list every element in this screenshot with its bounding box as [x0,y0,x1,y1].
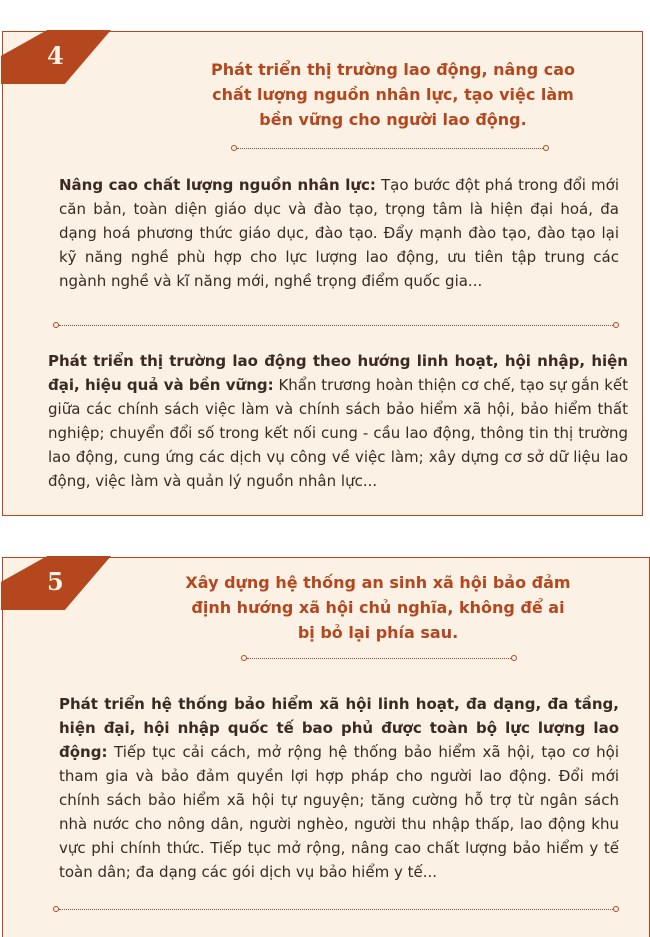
section-5-title-divider [247,658,511,659]
section-4-paragraph-1-text: Tạo bước đột phá trong đổi mới căn bản, toàn diện giáo dục và đào tạo, trọng tâm là hiện đại hoá, đa dạng hoá phương thức giáo dục, đào tạo. Đẩy mạnh đào tạo, đào tạo lại kỹ năng nghề phù hợp cho lực lượng lao động, ưu tiên tập trung các ngành nghề và kĩ năng mới, nghề trọng điểm quốc gia... [59,176,619,290]
section-5-paragraph-1-lead: Phát triển hệ thống bảo hiểm xã hội linh hoạt, đa dạng, đa tầng, hiện đại, hội nhập quốc tế bao phủ được toàn bộ lực lượng lao động: [59,695,619,761]
section-4-paragraph-2 [48,349,628,493]
section-4-paragraph-2-text: Khẩn trương hoàn thiện cơ chế, tạo sự gắn kết giữa các chính sách việc làm và chính sách bảo hiểm xã hội, bảo hiểm thất nghiệp; chuyển đổi số trong kết nối cung - cầu lao động, thông tin thị trường lao động, cung ứng các dịch vụ công về việc làm; xây dựng cơ sở dữ liệu lao động, việc làm và quản lý nguồn nhân lực... [48,376,629,490]
section-5-paragraph-1-text: Tiếp tục cải cách, mở rộng hệ thống bảo hiểm xã hội, tạo cơ hội tham gia và bảo đảm quyền lợi hợp pháp cho người lao động. Đổi mới chính sách bảo hiểm xã hội tự nguyện; tăng cường hỗ trợ từ ngân sách nhà nước cho nông dân, người nghèo, người thu nhập thấp, lao động khu vực phi chính thức. Tiếp tục mở rộng, nâng cao chất lượng bảo hiểm y tế toàn dân; đa dạng các gói dịch vụ bảo hiểm y tế... [59,743,619,881]
section-4-number: 4 [47,41,64,70]
section-5-bottom-divider [59,909,613,910]
section-5-number: 5 [47,567,64,596]
section-4-paragraph-divider [59,325,613,326]
section-4-paragraph-1-lead: Nâng cao chất lượng nguồn nhân lực: [59,176,376,194]
section-4-paragraph-1 [59,173,619,293]
section-4-paragraph-2-lead: Phát triển thị trường lao động theo hướng linh hoạt, hội nhập, hiện đại, hiệu quả và bền vững: [48,352,628,394]
section-4-card [2,31,643,516]
section-4-title: Phát triển thị trường lao động, nâng cao chất lượng nguồn nhân lực, tạo việc làm bền vững cho người lao động. [210,60,576,129]
section-5-title: Xây dựng hệ thống an sinh xã hội bảo đảm định hướng xã hội chủ nghĩa, không để ai bị bỏ lại phía sau. [185,573,571,642]
section-4-title-divider [237,148,543,149]
section-5-paragraph-1 [59,692,619,884]
section-5-card [2,557,650,937]
